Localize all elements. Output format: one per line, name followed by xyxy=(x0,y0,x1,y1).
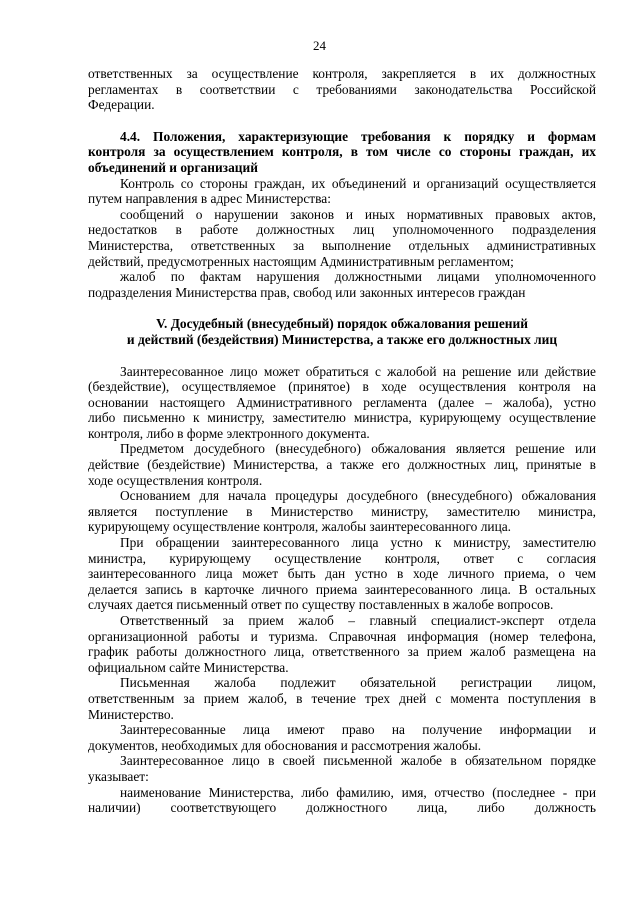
text-line: Министерство. xyxy=(88,706,174,722)
text-line: путем направления в адрес Министерства: xyxy=(88,191,331,207)
text-line: наименование Министерства, либо фамилию, имя, отчество (последнее - при xyxy=(120,784,596,800)
text-line: действий, предусмотренных настоящим Административным регламентом; xyxy=(88,253,514,269)
heading-line: контроля за осуществлением контроля, в том числе со стороны граждан, их xyxy=(88,144,596,160)
text-line: наличии) соответствующего должностного лица, либо должность xyxy=(88,800,596,816)
text-line: делается запись в карточке личного приема заинтересованного лица. В остальных xyxy=(88,581,596,597)
text-line: Федерации. xyxy=(88,97,155,113)
text-line: ходе осуществления контроля. xyxy=(88,472,263,488)
text-line: Министерства, ответственных за выполнение отдельных административных xyxy=(88,237,596,253)
section-v-body xyxy=(88,364,596,816)
text-line: курирующему осуществление контроля, жалобы заинтересованного лица. xyxy=(88,519,512,535)
text-line: контроля, либо в форме электронного документа. xyxy=(88,425,370,441)
heading-line: и действий (бездействия) Министерства, а также его должностных лиц xyxy=(126,331,558,347)
text-line: регламентах в соответствии с требованиями законодательства Российской xyxy=(88,81,596,97)
page-content xyxy=(88,66,596,816)
page-number: 24 xyxy=(313,38,326,53)
text-line: Заинтересованные лица имеют право на получение информации и xyxy=(120,722,596,738)
text-line: (бездействие), осуществляемое (принятое) в ходе осуществления контроля на xyxy=(88,379,596,395)
text-line: При обращении заинтересованного лица устно к министру, заместителю xyxy=(120,535,596,551)
text-line: заинтересованного лица может быть дан устно в ходе личного приема, о чем xyxy=(88,566,596,582)
text-line: действие (бездействие) Министерства, а также его должностных лиц, принятые в xyxy=(88,457,596,473)
text-line: является поступление в Министерство министру, заместителю министра, xyxy=(88,503,596,519)
section-4-4-body xyxy=(88,176,596,301)
text-line: министра, курирующему осуществление контроля, ответ с согласия xyxy=(88,550,596,566)
text-line: основании настоящего Административного регламента (далее – жалоба), устно xyxy=(88,394,596,410)
text-line: график работы должностного лица, ответственного за прием жалоб размещена на xyxy=(88,644,596,660)
text-line: Основанием для начала процедуры досудебного (внесудебного) обжалования xyxy=(120,488,596,504)
text-line: недостатков в работе должностных лиц уполномоченного подразделения xyxy=(88,222,596,238)
section-4-4-heading xyxy=(88,129,596,176)
text-line: Письменная жалоба подлежит обязательной регистрации лицом, xyxy=(120,675,596,691)
section-v-heading xyxy=(88,316,596,347)
text-line: организационной работы и туризма. Справочная информация (номер телефона, xyxy=(88,628,596,644)
text-line: либо письменно к министру, заместителю министра, курирующему осуществление xyxy=(88,410,596,426)
text-line: жалоб по фактам нарушения должностными лицами уполномоченного xyxy=(120,269,596,285)
text-line: документов, необходимых для обоснования и рассмотрения жалобы. xyxy=(88,737,482,753)
text-line: Заинтересованное лицо может обратиться с жалобой на решение или действие xyxy=(120,363,596,379)
text-line: ответственным за прием жалоб, в течение трех дней с момента поступления в xyxy=(88,690,596,706)
text-line: ответственных за осуществление контроля, закрепляется в их должностных xyxy=(88,66,596,81)
heading-line: 4.4. Положения, характеризующие требования к порядку и формам xyxy=(120,128,596,144)
text-line: сообщений о нарушении законов и иных нормативных правовых актов, xyxy=(120,206,596,222)
heading-line: объединений и организаций xyxy=(88,159,258,175)
text-line: Заинтересованное лицо в своей письменной жалобе в обязательном порядке xyxy=(120,753,596,769)
text-line: официальном сайте Министерства. xyxy=(88,659,289,675)
text-line: подразделения Министерства прав, свобод или законных интересов граждан xyxy=(88,284,526,300)
intro-paragraph xyxy=(88,66,596,113)
text-line: указывает: xyxy=(88,768,149,784)
text-line: Ответственный за прием жалоб – главный специалист-эксперт отдела xyxy=(120,613,596,628)
text-line: Контроль со стороны граждан, их объединений и организаций осуществляется xyxy=(120,175,596,191)
heading-line: V. Досудебный (внесудебный) порядок обжалования решений xyxy=(156,316,528,332)
text-line: случаях дается письменный ответ по существу поставленных в жалобе вопросов. xyxy=(88,597,554,613)
text-line: Предметом досудебного (внесудебного) обжалования является решение или xyxy=(120,441,596,457)
